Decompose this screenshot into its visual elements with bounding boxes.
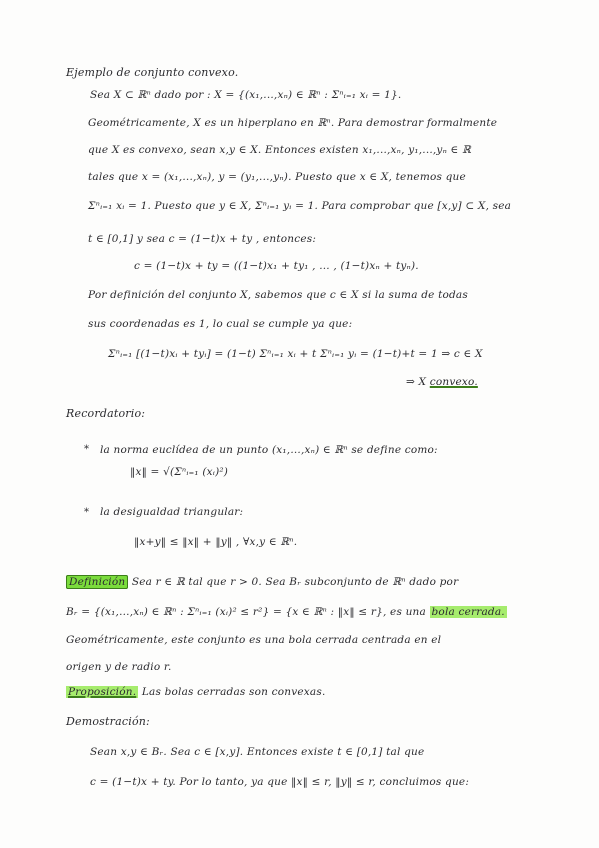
text-line: tales que x = (x₁,...,xₙ), y = (y₁,...,yₙ). Puesto que x ∈ X, tenemos que: [88, 171, 466, 183]
text-line: Por definición del conjunto X, sabemos que c ∈ X si la suma de todas: [88, 289, 468, 301]
proposition-line: [66, 685, 326, 699]
text-line: Σⁿᵢ₌₁ xᵢ = 1. Puesto que y ∈ X, Σⁿᵢ₌₁ yᵢ = 1. Para comprobar que [x,y] ⊂ X, sea: [88, 200, 512, 212]
proof-line: c = (1−t)x + ty. Por lo tanto, ya que ‖x‖ ≤ r, ‖y‖ ≤ r, concluimos que:: [90, 776, 470, 788]
text-line: que X es convexo, sean x,y ∈ X. Entonces existen x₁,...,xₙ, y₁,...,yₙ ∈ ℝ: [88, 144, 471, 156]
proposicion-label: Proposición.: [68, 686, 137, 698]
text-line: t ∈ [0,1] y sea c = (1−t)x + ty , entonces:: [88, 233, 317, 245]
text-line: Geométricamente, X es un hiperplano en ℝⁿ. Para demostrar formalmente: [88, 117, 498, 129]
demostracion-heading: Demostración:: [66, 715, 150, 728]
definicion-text: Sea r ∈ ℝ tal que r > 0. Sea Bᵣ subconjunto de ℝⁿ dado por: [131, 576, 459, 588]
implies-text: ⇒ X: [406, 376, 427, 388]
proposicion-text: Las bolas cerradas son convexas.: [141, 686, 326, 698]
text-line: Sea X ⊂ ℝⁿ dado por : X = {(x₁,...,xₙ) ∈ ℝⁿ : Σⁿᵢ₌₁ xᵢ = 1}.: [90, 89, 402, 101]
bullet-marker: *: [84, 444, 89, 455]
bullet-text: la desigualdad triangular:: [100, 506, 244, 518]
definition-line: [66, 575, 458, 589]
definition-line: origen y de radio r.: [66, 661, 172, 673]
definition-line: Geométricamente, este conjunto es una bola cerrada centrada en el: [66, 634, 442, 646]
triangle-formula: ‖x+y‖ ≤ ‖x‖ + ‖y‖ , ∀x,y ∈ ℝⁿ.: [134, 536, 298, 548]
text-line: sus coordenadas es 1, lo cual se cumple ya que:: [88, 318, 353, 330]
recordatorio-heading: Recordatorio:: [66, 407, 146, 420]
bullet-marker: *: [84, 507, 89, 518]
formula-line: c = (1−t)x + ty = ((1−t)x₁ + ty₁ , ... , (1−t)xₙ + tyₙ).: [134, 260, 419, 272]
definicion-label: Definición: [66, 575, 128, 589]
definition-line: [66, 605, 507, 619]
proof-line: Sean x,y ∈ Bᵣ. Sea c ∈ [x,y]. Entonces existe t ∈ [0,1] tal que: [90, 746, 425, 758]
norm-formula: ‖x‖ = √(Σⁿᵢ₌₁ (xᵢ)²): [130, 466, 229, 478]
example-title: Ejemplo de conjunto convexo.: [66, 66, 239, 79]
bola-cerrada-highlight: bola cerrada.: [431, 606, 505, 618]
conclusion-line: [406, 375, 478, 389]
formula-line: Σⁿᵢ₌₁ [(1−t)xᵢ + tyᵢ] = (1−t) Σⁿᵢ₌₁ xᵢ + t Σⁿᵢ₌₁ yᵢ = (1−t)+t = 1 ⇒ c ∈ X: [108, 348, 483, 360]
bullet-text: la norma euclídea de un punto (x₁,...,xₙ) ∈ ℝⁿ se define como:: [100, 444, 438, 456]
convexo-word: convexo.: [429, 376, 478, 388]
ball-formula: Bᵣ = {(x₁,...,xₙ) ∈ ℝⁿ : Σⁿᵢ₌₁ (xᵢ)² ≤ r²} = {x ∈ ℝⁿ : ‖x‖ ≤ r}, es una: [66, 606, 426, 618]
